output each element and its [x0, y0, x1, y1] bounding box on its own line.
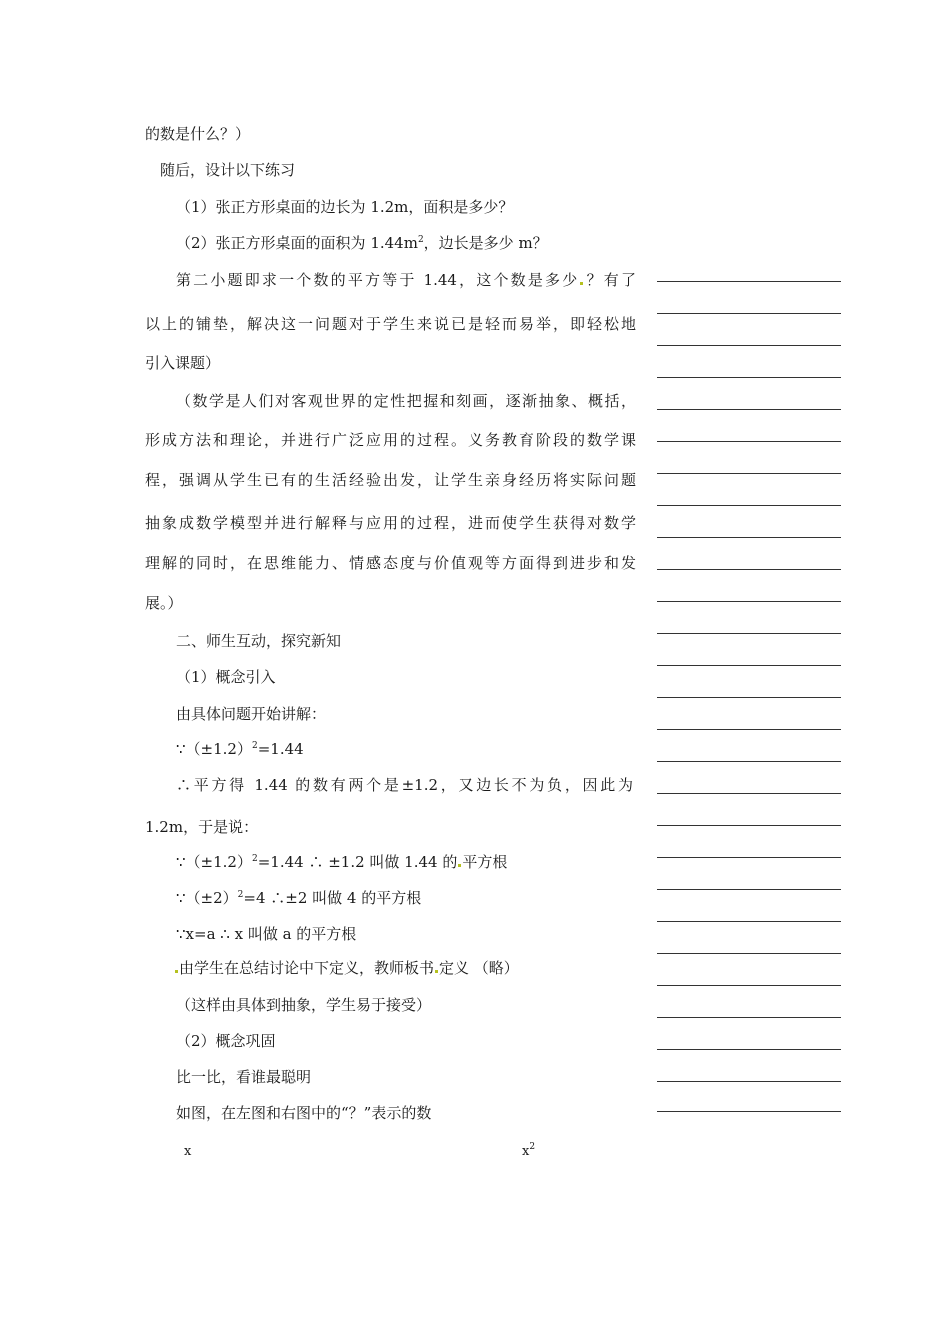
note-line: [657, 345, 841, 346]
paragraph-2-line-6: 展。）: [145, 594, 183, 612]
note-line: [657, 281, 841, 282]
paragraph-1-line-1: 第二小题即求一个数的平方等于 1.44，这个数是多少 ？有了: [176, 271, 636, 289]
section-heading: 二、师生互动，探究新知: [176, 632, 342, 650]
stray-mark: [580, 282, 583, 285]
note-line: [657, 665, 841, 666]
note-line: [657, 441, 841, 442]
note-line: [657, 1049, 841, 1050]
text-line-intro: 由具体问题开始讲解：: [176, 705, 327, 723]
paragraph-2-line-2: 形成方法和理论，并进行广泛应用的过程。义务教育阶段的数学课: [145, 431, 636, 449]
formula-2: $\because(\pm 1.2)^2=1.44$ ∴ ±1.2 叫做 1.44 的 平方根: [176, 853, 508, 871]
stray-mark: [175, 970, 178, 973]
figure-label-left: x: [184, 1144, 192, 1159]
note-line: [657, 313, 841, 314]
note-line: [657, 537, 841, 538]
note-line: [657, 569, 841, 570]
note-line: [657, 953, 841, 954]
note-line: [657, 697, 841, 698]
formula-3: $\because(\pm 2)^2=4$ ∴±2 叫做 4 的平方根: [176, 889, 422, 907]
note-line: [657, 505, 841, 506]
note-line: [657, 1081, 841, 1082]
exercise-2: （2）张正方形桌面的面积为 $1.44m^2$，边长是多少 m？: [176, 234, 548, 252]
note-line: [657, 889, 841, 890]
definition-line: 由学生在总结讨论中下定义，教师板书 定义 （略）: [174, 958, 519, 978]
paragraph-2-line-5: 理解的同时，在思维能力、情感态度与价值观等方面得到进步和发: [145, 554, 636, 572]
note-line: [657, 985, 841, 986]
text-line-compare: 比一比，看谁最聪明: [176, 1068, 312, 1086]
formula-1: $\because(\pm 1.2)^2=1.44$: [176, 740, 304, 758]
paragraph-2-line-4: 抽象成数学模型并进行解释与应用的过程，进而使学生获得对数学: [145, 514, 636, 532]
text-line-figure: 如图，在左图和右图中的“？”表示的数: [176, 1104, 432, 1122]
note-line: [657, 825, 841, 826]
subsection-consolidation: （2）概念巩固: [176, 1032, 276, 1050]
text-line-1: 的数是什么？）: [145, 125, 251, 143]
paragraph-1-line-3: 引入课题）: [145, 354, 221, 372]
stray-mark: [458, 864, 461, 867]
paragraph-3-line-2: 1.2m，于是说：: [145, 818, 259, 836]
note-line: [657, 857, 841, 858]
note-line: [657, 473, 841, 474]
text-line-2: 随后，设计以下练习: [160, 161, 296, 179]
paragraph-3-line-1: ∴平方得 1.44 的数有两个是±1.2，又边长不为负，因此为: [176, 776, 633, 794]
paragraph-1-line-2: 以上的铺垫，解决这一问题对于学生来说已是轻而易举，即轻松地: [145, 315, 636, 333]
note-line: [657, 761, 841, 762]
paragraph-2-line-3: 程，强调从学生已有的生活经验出发，让学生亲身经历将实际问题: [145, 471, 636, 489]
figure-label-right: $x^2$: [522, 1142, 536, 1159]
note-line: [657, 1017, 841, 1018]
note-line: [657, 921, 841, 922]
note-line: [657, 633, 841, 634]
stray-mark: [435, 970, 438, 973]
subsection-concept-intro: （1）概念引入: [176, 668, 276, 686]
note-line: [657, 729, 841, 730]
note-line: [657, 793, 841, 794]
formula-4: ∵x=a ∴ x 叫做 a 的平方根: [176, 925, 357, 943]
note-line: [657, 601, 841, 602]
exercise-1: （1）张正方形桌面的边长为 1.2m，面积是多少？: [176, 198, 514, 216]
paragraph-2-line-1: （数学是人们对客观世界的定性把握和刻画，逐渐抽象、概括，: [176, 392, 636, 410]
note-line: [657, 409, 841, 410]
text-line-note: （这样由具体到抽象，学生易于接受）: [176, 996, 432, 1014]
note-line: [657, 1111, 841, 1112]
note-line: [657, 377, 841, 378]
